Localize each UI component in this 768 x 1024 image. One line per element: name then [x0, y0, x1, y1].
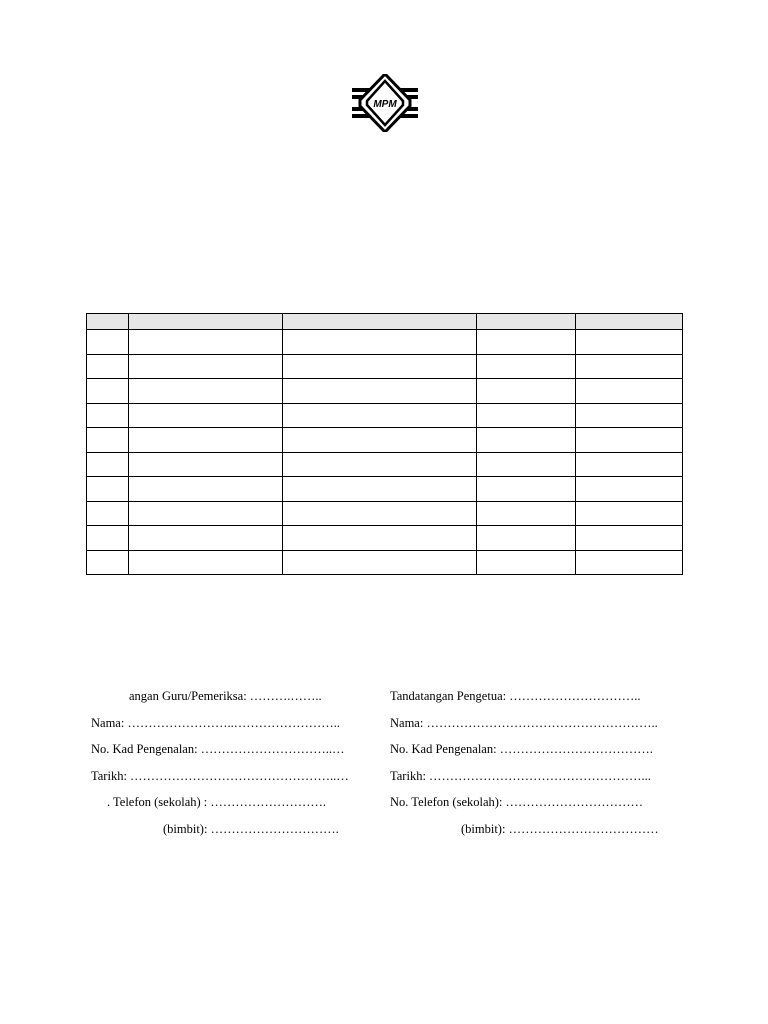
table-cell[interactable] — [87, 452, 129, 477]
table-cell[interactable] — [283, 477, 477, 502]
table-cell[interactable] — [87, 428, 129, 453]
table-cell[interactable] — [576, 526, 683, 551]
table-row — [87, 501, 683, 526]
table-cell[interactable] — [87, 550, 129, 575]
table-row — [87, 379, 683, 404]
principal-mobile-phone-field: (bimbit): ……………………………… — [461, 822, 659, 836]
table-cell[interactable] — [477, 354, 576, 379]
table-cell[interactable] — [283, 354, 477, 379]
table-cell[interactable] — [129, 354, 283, 379]
table-row — [87, 403, 683, 428]
table-header-row — [87, 314, 683, 330]
table-cell[interactable] — [576, 403, 683, 428]
table-row — [87, 428, 683, 453]
table-cell[interactable] — [87, 403, 129, 428]
table-row — [87, 526, 683, 551]
table-cell[interactable] — [477, 379, 576, 404]
teacher-ic-field: No. Kad Pengenalan: …………………………..… — [91, 742, 345, 756]
table-cell[interactable] — [87, 526, 129, 551]
table-row — [87, 550, 683, 575]
table-cell[interactable] — [87, 354, 129, 379]
teacher-mobile-phone-field: (bimbit): …………………………. — [163, 822, 339, 836]
table-cell[interactable] — [477, 501, 576, 526]
table-cell[interactable] — [477, 550, 576, 575]
table-cell[interactable] — [283, 379, 477, 404]
mpm-logo — [352, 74, 418, 132]
table-cell[interactable] — [129, 330, 283, 355]
table-cell[interactable] — [576, 550, 683, 575]
principal-ic-field: No. Kad Pengenalan: ………………………………. — [390, 742, 653, 756]
table-cell[interactable] — [576, 379, 683, 404]
table-cell[interactable] — [477, 526, 576, 551]
table-cell[interactable] — [129, 452, 283, 477]
table-header-cell — [576, 314, 683, 330]
teacher-signature-field: angan Guru/Pemeriksa: ……….…….. — [129, 689, 322, 703]
table-header-cell — [87, 314, 129, 330]
table-cell[interactable] — [283, 550, 477, 575]
table-cell[interactable] — [477, 452, 576, 477]
principal-name-field: Nama: ……………………………………………….. — [390, 716, 658, 730]
principal-date-field: Tarikh: ……………………………………………... — [390, 769, 651, 783]
table-cell[interactable] — [576, 452, 683, 477]
table-cell[interactable] — [129, 428, 283, 453]
mpm-logo-icon — [352, 74, 418, 132]
table-cell[interactable] — [129, 501, 283, 526]
table-cell[interactable] — [477, 403, 576, 428]
table-cell[interactable] — [576, 354, 683, 379]
table-cell[interactable] — [477, 428, 576, 453]
table-row — [87, 452, 683, 477]
table-header-cell — [477, 314, 576, 330]
teacher-date-field: Tarikh: …………………………………………..… — [91, 769, 349, 783]
teacher-school-phone-field: . Telefon (sekolah) : ………………………. — [107, 795, 327, 809]
teacher-name-field: Nama: ……………………..…………………….. — [91, 716, 340, 730]
table-cell[interactable] — [477, 330, 576, 355]
table-cell[interactable] — [576, 330, 683, 355]
table-cell[interactable] — [129, 403, 283, 428]
table-cell[interactable] — [129, 379, 283, 404]
table-cell[interactable] — [576, 428, 683, 453]
table-cell[interactable] — [87, 330, 129, 355]
svg-text:MPM: MPM — [373, 99, 397, 110]
table-cell[interactable] — [283, 452, 477, 477]
table-cell[interactable] — [283, 501, 477, 526]
table-cell[interactable] — [87, 477, 129, 502]
table-cell[interactable] — [576, 477, 683, 502]
table-cell[interactable] — [576, 501, 683, 526]
table-header-cell — [283, 314, 477, 330]
table-cell[interactable] — [129, 550, 283, 575]
table-cell[interactable] — [283, 403, 477, 428]
principal-school-phone-field: No. Telefon (sekolah): …………………………… — [390, 795, 644, 809]
table-cell[interactable] — [129, 526, 283, 551]
table-header-cell — [129, 314, 283, 330]
table-cell[interactable] — [283, 330, 477, 355]
principal-signature-field: Tandatangan Pengetua: ………………………….. — [390, 689, 641, 703]
table-cell[interactable] — [87, 501, 129, 526]
table-cell[interactable] — [477, 477, 576, 502]
record-table — [86, 313, 683, 575]
table-cell[interactable] — [129, 477, 283, 502]
table-row — [87, 477, 683, 502]
table-cell[interactable] — [283, 526, 477, 551]
table-row — [87, 354, 683, 379]
table-cell[interactable] — [283, 428, 477, 453]
table-cell[interactable] — [87, 379, 129, 404]
table-row — [87, 330, 683, 355]
